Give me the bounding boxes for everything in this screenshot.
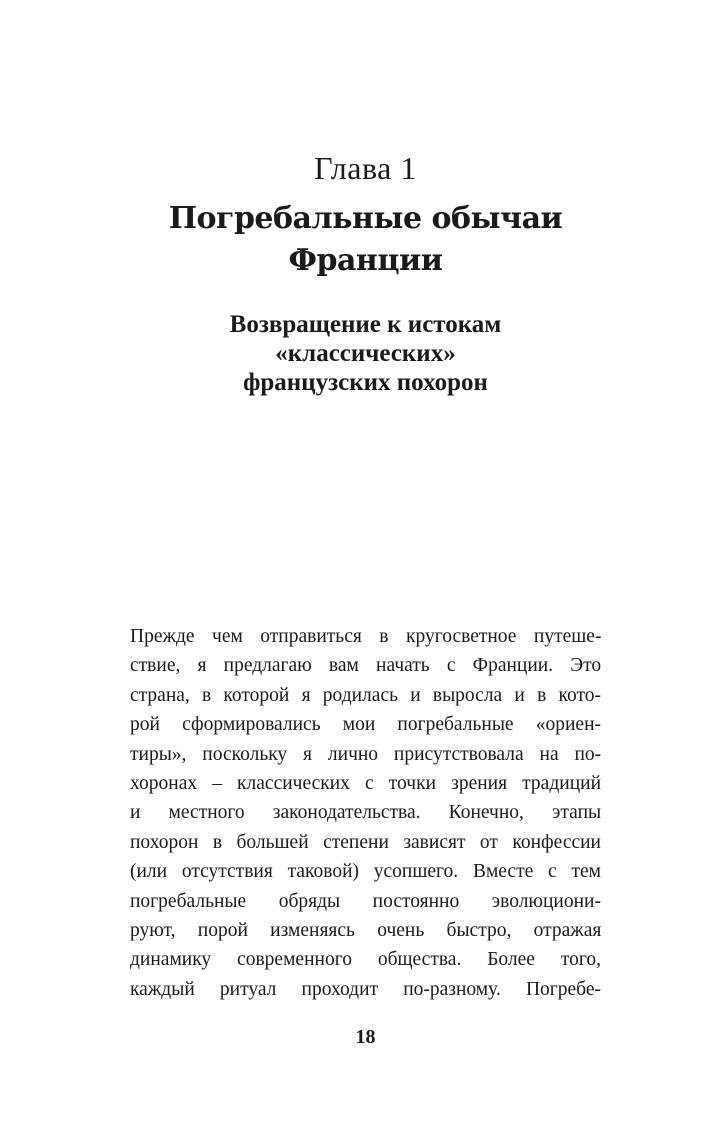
text-line: и местного законодательства. Конечно, этапы <box>130 802 602 824</box>
text-line: руют, порой изменяясь очень быстро, отражая <box>130 919 602 941</box>
text-line: погребальные обряды постоянно эволюциони- <box>130 890 601 912</box>
chapter-title <box>0 198 709 282</box>
chapter-subtitle-line: Возвращение к истокам <box>229 311 502 338</box>
text-line: тиры», поскольку я лично присутствовала на по- <box>130 743 602 765</box>
text-line: рой сформировались мои погребальные «ориен- <box>130 714 601 736</box>
page-number: 18 <box>355 1026 376 1048</box>
chapter-subtitle <box>0 310 709 397</box>
text-line: Прежде чем отправиться в кругосветное путеше- <box>130 626 602 647</box>
chapter-subtitle-line: «классических» <box>275 340 456 367</box>
text-line: страна, в которой я родилась и выросла и в кото- <box>130 684 601 706</box>
chapter-subtitle-line: французских похорон <box>243 369 488 396</box>
text-line: похорон в большей степени зависят от конфессии <box>130 831 601 853</box>
body-paragraph <box>130 622 601 1004</box>
text-line: динамику современного общества. Более того, <box>130 949 601 971</box>
chapter-title-line: Франции <box>288 243 443 278</box>
chapter-label: Глава 1 <box>314 150 417 186</box>
text-line: ствие, я предлагаю вам начать с Франции. Это <box>130 655 602 677</box>
text-line: хоронах – классических с точки зрения традиций <box>130 772 601 794</box>
text-line: каждый ритуал проходит по-разному. Погребе- <box>130 978 601 1000</box>
text-line: (или отсутствия таковой) усопшего. Вместе с тем <box>130 861 601 883</box>
chapter-title-line: Погребальные обычаи <box>168 201 563 236</box>
